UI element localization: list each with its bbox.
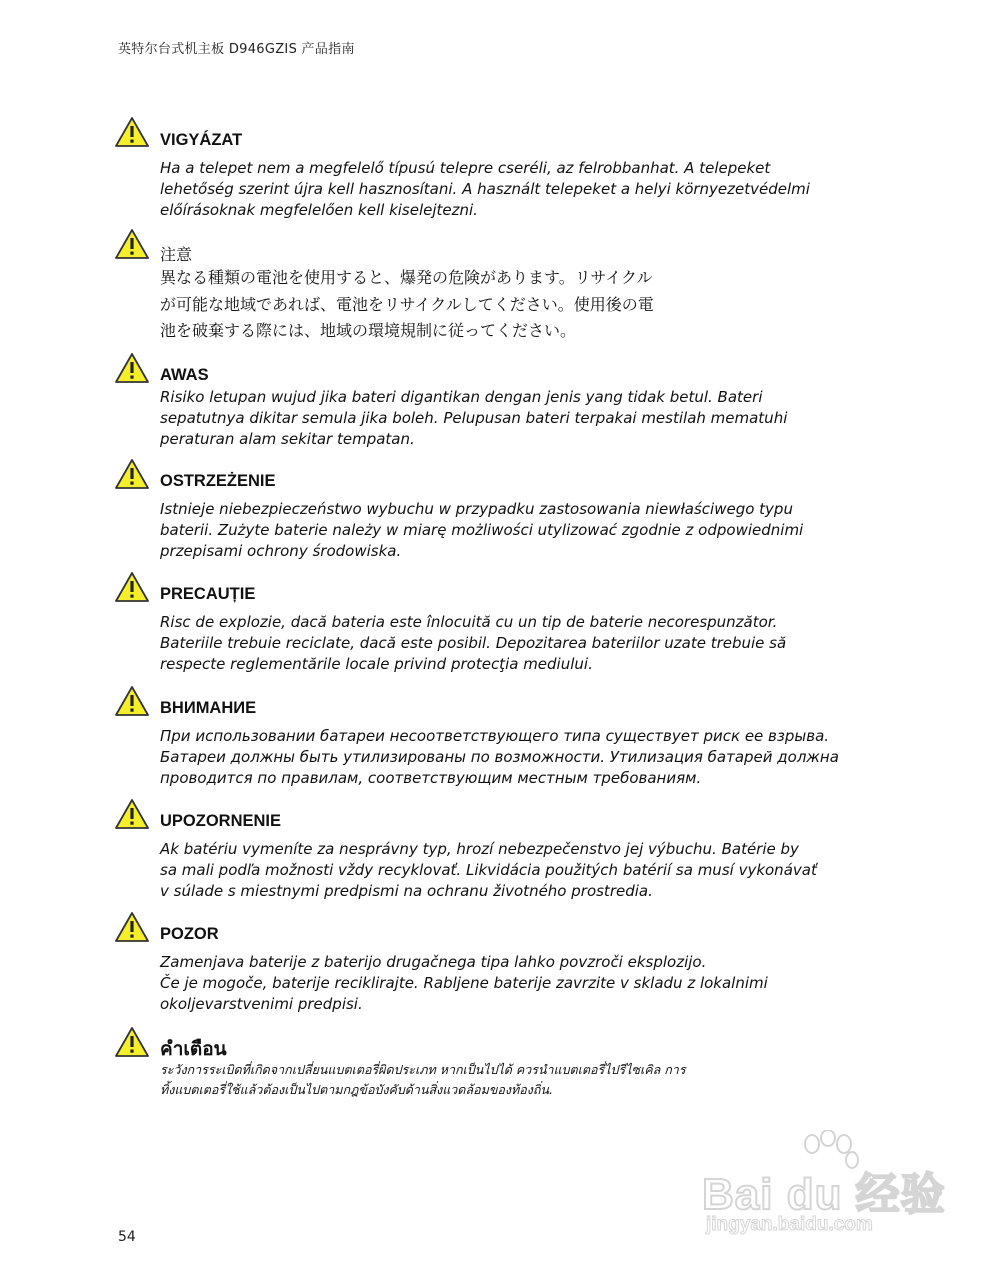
warning-text-line: ระวังการระเบิดที่เกิดจากเปลี่ยนแบตเตอรี่ผิดประเภท หากเป็นไปได้ ควรนำแบตเตอรี่ไปรีไซเคิล การ [160,1062,686,1077]
warning-text [160,839,890,902]
warning-title: VIGYÁZAT [160,131,243,149]
warning-triangle-icon [114,685,150,717]
warning-title: คำเตือน [160,1039,227,1060]
watermark-url: jingyan.baidu.com [706,1214,873,1235]
warning-text [160,1060,890,1100]
warning-text-line: okoljevarstvenimi predpisi. [160,995,363,1013]
warning-title: UPOZORNENIE [160,812,282,830]
warning-text-line: Zamenjava baterije z baterijo drugačnega tipa lahko povzroči eksplozijo. [160,953,707,971]
warning-text-line: Risc de explozie, dacă bateria este înlocuită cu un tip de baterie necorespunzător. [160,613,778,631]
warning-text [160,387,890,450]
page-number: 54 [118,1229,136,1245]
warning-text [160,265,890,345]
warning-text-line: sepatutnya dikitar semula jika boleh. Pelupusan bateri terpakai mestilah mematuhi [160,409,788,427]
warning-text [160,952,890,1015]
warning-text-line: проводится по правилам, соответствующим местным требованиям. [160,769,702,787]
warning-text-line: respecte reglementările locale privind protecţia mediului. [160,655,593,673]
warning-text-line: baterii. Zużyte baterie należy w miarę możliwości utylizować zgodnie z odpowiednimi [160,521,804,539]
warning-triangle-icon [114,116,150,148]
warning-title: PRECAUȚIE [160,585,256,603]
warning-triangle-icon [114,911,150,943]
baidu-watermark [700,1130,946,1240]
warning-text [160,499,890,562]
warning-text-line: előírásoknak megfelelően kell kiselejtezni. [160,201,478,219]
warning-text-line: Če je mogoče, baterije reciklirajte. Rabljene baterije zavrzite v skladu z lokalnimi [160,974,768,992]
warning-text-line: Ha a telepet nem a megfelelő típusú telepre cseréli, az felrobbanhat. A telepeket [160,159,771,177]
warning-text-line: Ak batériu vymeníte za nesprávny typ, hrozí nebezpečenstvo jej výbuchu. Batérie by [160,840,799,858]
warning-text-line: peraturan alam sekitar tempatan. [160,430,415,448]
warning-text-line: が可能な地域であれば、電池をリサイクルしてください。使用後の電 [160,294,654,314]
page-header: 英特尔台式机主板 D946GZIS 产品指南 [118,42,355,57]
watermark-brand: Bai du 经验 [702,1170,946,1219]
warning-triangle-icon [114,571,150,603]
warning-title: 注意 [160,245,193,264]
warning-triangle-icon [114,352,150,384]
warning-text-line: sa mali podľa možnosti vždy recyklovať. Likvidácia použitých batérií sa musí vykonávať [160,861,817,879]
warning-title: OSTRZEŻENIE [160,472,276,490]
warning-triangle-icon [114,458,150,490]
warning-triangle-icon [114,228,150,260]
warning-text-line: 池を破棄する際には、地域の環境規制に従ってください。 [160,321,577,340]
warning-text [160,158,890,221]
warning-triangle-icon [114,1026,150,1058]
warning-title: POZOR [160,925,219,943]
warning-text-line: 異なる種類の電池を使用すると、爆発の危険があります。リサイクル [160,268,653,287]
warning-triangle-icon [114,798,150,830]
warning-title: ВНИМАНИЕ [160,699,257,717]
warning-text-line: Risiko letupan wujud jika bateri digantikan dengan jenis yang tidak betul. Bateri [160,388,763,406]
warning-text-line: Istnieje niebezpieczeństwo wybuchu w przypadku zastosowania niewłaściwego typu [160,500,793,518]
warning-text-line: ทิ้งแบตเตอรี่ใช้แล้วต้องเป็นไปตามกฎข้อบังคับด้านสิ่งแวดล้อมของท้องถิ่น. [160,1082,553,1097]
warning-title: AWAS [160,366,209,384]
warning-text-line: przepisami ochrony środowiska. [160,542,402,560]
warning-text-line: Батареи должны быть утилизированы по возможности. Утилизация батарей должна [160,748,839,766]
warning-text-line: v súlade s miestnymi predpismi na ochranu životného prostredia. [160,882,653,900]
warning-text [160,726,890,789]
warning-text [160,612,890,675]
warning-text-line: Bateriile trebuie reciclate, dacă este posibil. Depozitarea bateriilor uzate trebuie să [160,634,787,652]
warning-text-line: lehetőség szerint újra kell hasznosítani. A használt telepeket a helyi környezetvédelmi [160,180,810,198]
warning-text-line: При использовании батареи несоответствующего типа существует риск ее взрыва. [160,727,830,745]
